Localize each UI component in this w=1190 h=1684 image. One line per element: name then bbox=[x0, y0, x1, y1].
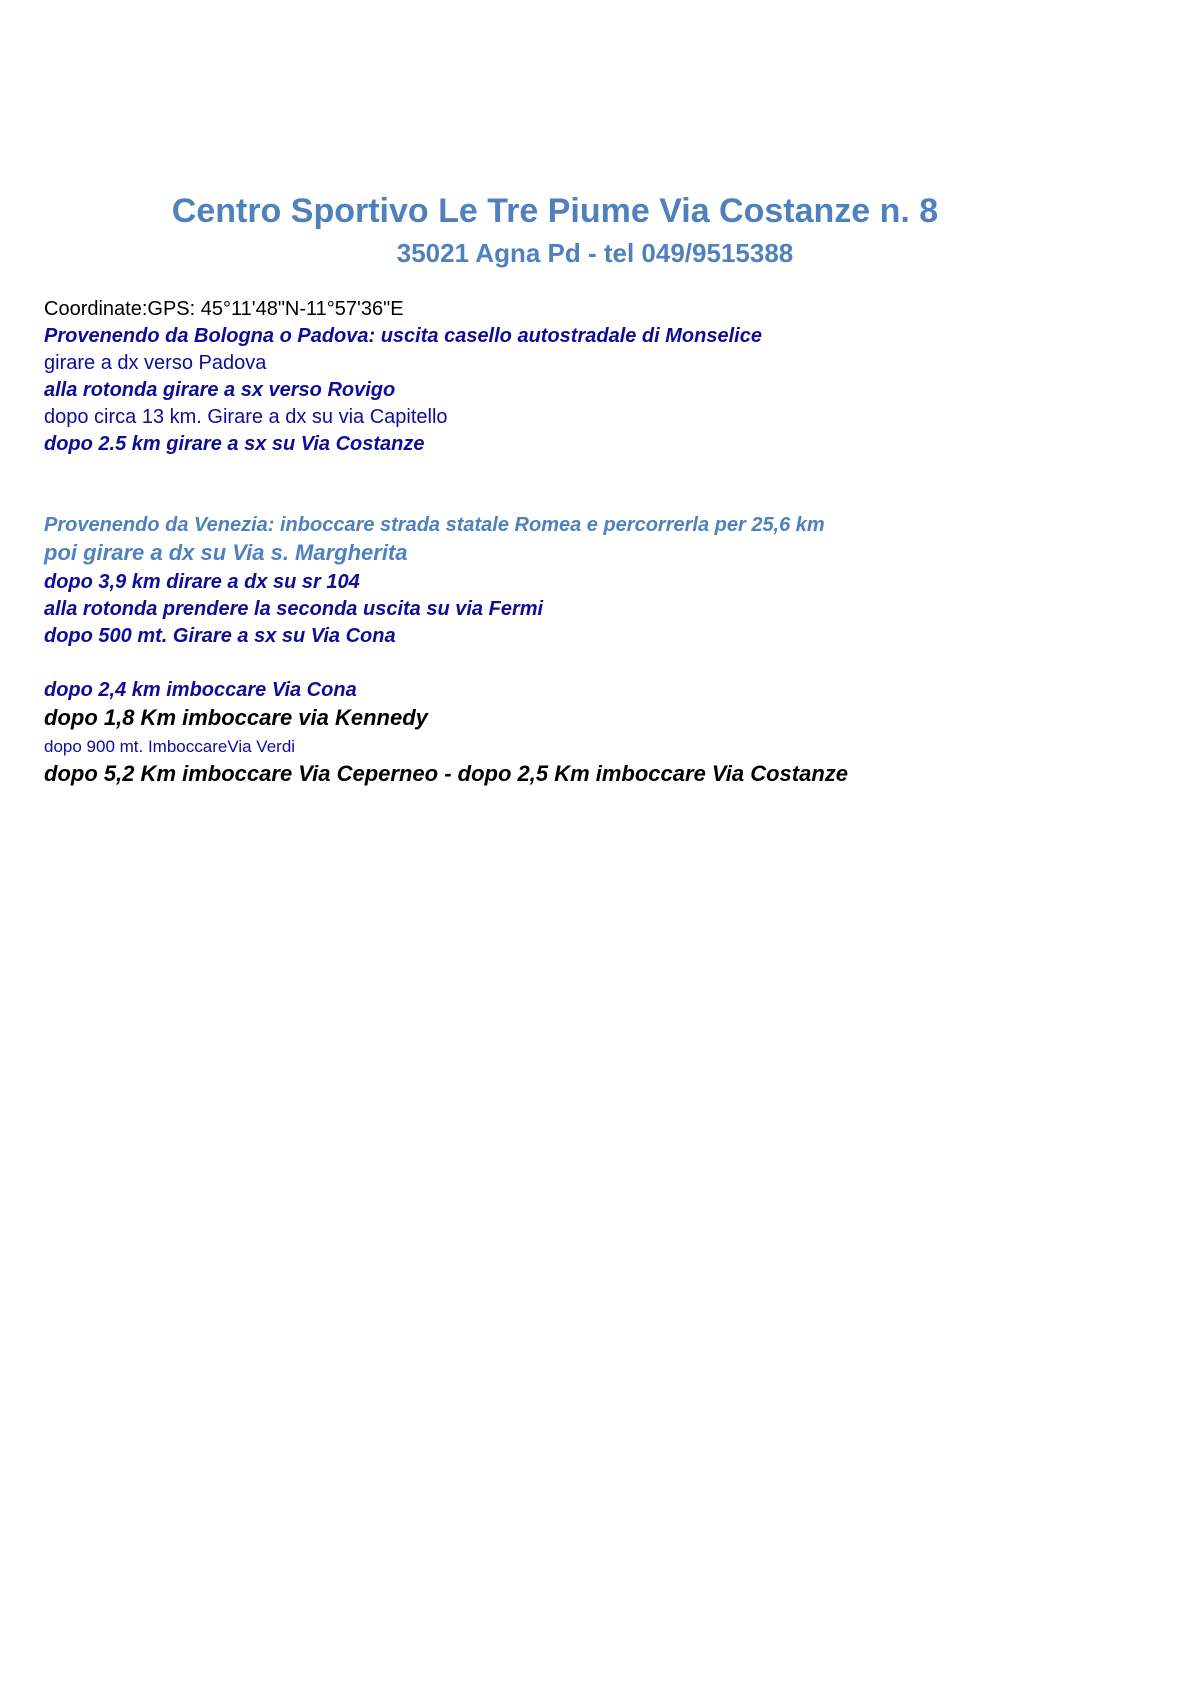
route-venezia-step-8: dopo 5,2 Km imboccare Via Ceperneo - dopo 2,5 Km imboccare Via Costanze bbox=[44, 761, 849, 786]
route-bologna-step-3: dopo circa 13 km. Girare a dx su via Capitello bbox=[44, 406, 448, 428]
route-venezia-step-4: dopo 500 mt. Girare a sx su Via Cona bbox=[44, 625, 396, 647]
route-venezia-step-2: dopo 3,9 km dirare a dx su sr 104 bbox=[44, 571, 360, 593]
page-title: Centro Sportivo Le Tre Piume Via Costanze n. 8 bbox=[171, 192, 939, 230]
route-bologna-heading: Provenendo da Bologna o Padova: uscita casello autostradale di Monselice bbox=[44, 325, 762, 347]
route-venezia-step-1: poi girare a dx su Via s. Margherita bbox=[44, 540, 408, 565]
route-bologna-step-2: alla rotonda girare a sx verso Rovigo bbox=[44, 379, 396, 401]
gps-coordinates: Coordinate:GPS: 45°11'48"N-11°57'36"E bbox=[44, 298, 404, 320]
page-subtitle: 35021 Agna Pd - tel 049/9515388 bbox=[396, 238, 794, 268]
route-bologna-step-1: girare a dx verso Padova bbox=[44, 352, 267, 374]
route-venezia-heading: Provenendo da Venezia: inboccare strada statale Romea e percorrerla per 25,6 km bbox=[44, 514, 825, 536]
route-venezia-step-6: dopo 1,8 Km imboccare via Kennedy bbox=[44, 705, 428, 730]
route-venezia-step-5: dopo 2,4 km imboccare Via Cona bbox=[44, 679, 357, 701]
route-venezia-step-7: dopo 900 mt. ImboccareVia Verdi bbox=[44, 737, 296, 756]
route-bologna-step-4: dopo 2.5 km girare a sx su Via Costanze bbox=[44, 433, 425, 455]
route-venezia-step-3: alla rotonda prendere la seconda uscita su via Fermi bbox=[44, 598, 544, 620]
